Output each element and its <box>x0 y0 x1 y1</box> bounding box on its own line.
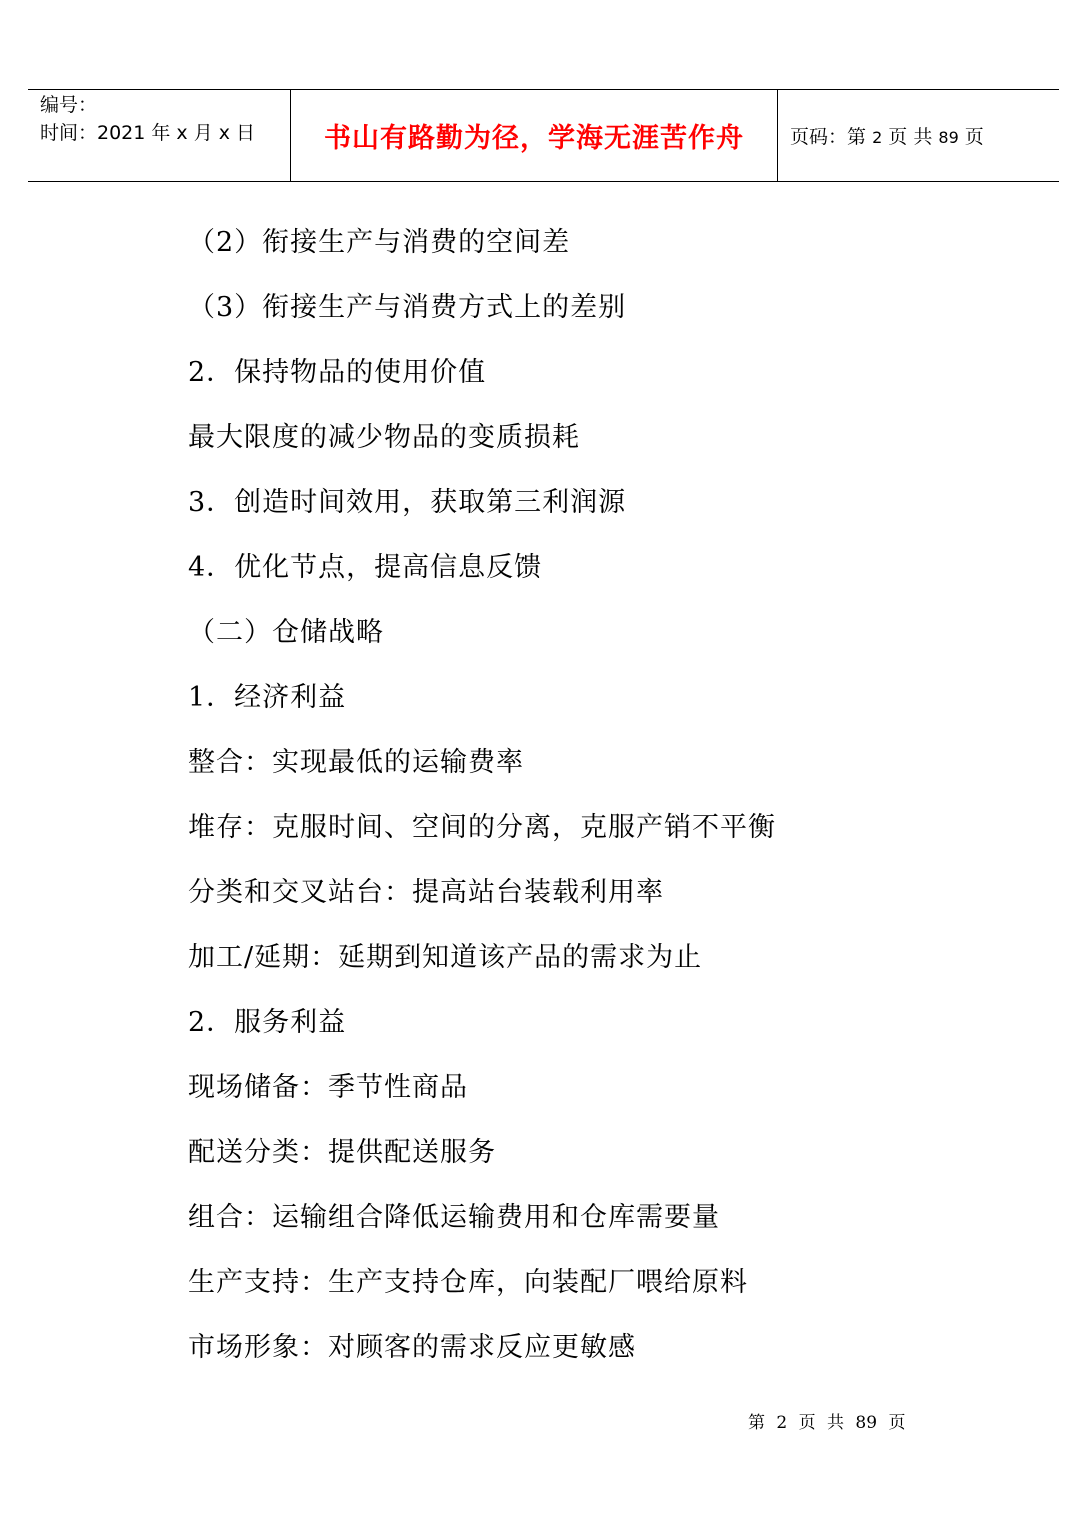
body-line: 1．经济利益 <box>188 682 347 713</box>
body-line: 4．优化节点，提高信息反馈 <box>188 552 543 583</box>
page-total: 89 <box>938 128 959 147</box>
body-line: （3）衔接生产与消费方式上的差别 <box>188 292 627 323</box>
document-time-label: 时间：2021 年 x 月 x 日 <box>40 122 256 144</box>
body-line: （二）仓储战略 <box>188 617 384 648</box>
page-mid: 页 共 <box>888 126 933 148</box>
header-page-info <box>790 122 984 149</box>
body-line: （2）衔接生产与消费的空间差 <box>188 227 571 258</box>
page-suffix: 页 <box>964 126 984 148</box>
body-line: 2．服务利益 <box>188 1007 347 1038</box>
header-motto-cell <box>290 90 778 181</box>
body-line: 最大限度的减少物品的变质损耗 <box>188 422 580 453</box>
body-line: 生产支持：生产支持仓库，向装配厂喂给原料 <box>188 1267 748 1298</box>
page-footer: 第 2 页 共 89 页 <box>748 1413 906 1433</box>
body-line: 分类和交叉站台：提高站台装载利用率 <box>188 877 664 908</box>
header-motto: 书山有路勤为径，学海无涯苦作舟 <box>324 123 744 154</box>
body-line: 组合：运输组合降低运输费用和仓库需要量 <box>188 1202 720 1233</box>
header-page-cell <box>778 90 1059 181</box>
page-prefix: 页码：第 <box>790 126 867 148</box>
body-line: 加工/延期：延期到知道该产品的需求为止 <box>188 942 703 973</box>
page-header <box>28 89 1059 182</box>
body-line: 堆存：克服时间、空间的分离，克服产销不平衡 <box>188 812 776 843</box>
body-line: 2．保持物品的使用价值 <box>188 357 487 388</box>
document-body <box>188 210 1048 1380</box>
body-line: 配送分类：提供配送服务 <box>188 1137 496 1168</box>
header-meta-cell <box>28 90 290 181</box>
document-number-label: 编号： <box>40 94 98 116</box>
body-line: 整合：实现最低的运输费率 <box>188 747 524 778</box>
body-line: 现场储备：季节性商品 <box>188 1072 468 1103</box>
page-current: 2 <box>872 128 883 147</box>
body-line: 3．创造时间效用，获取第三利润源 <box>188 487 627 518</box>
body-line: 市场形象：对顾客的需求反应更敏感 <box>188 1332 636 1363</box>
